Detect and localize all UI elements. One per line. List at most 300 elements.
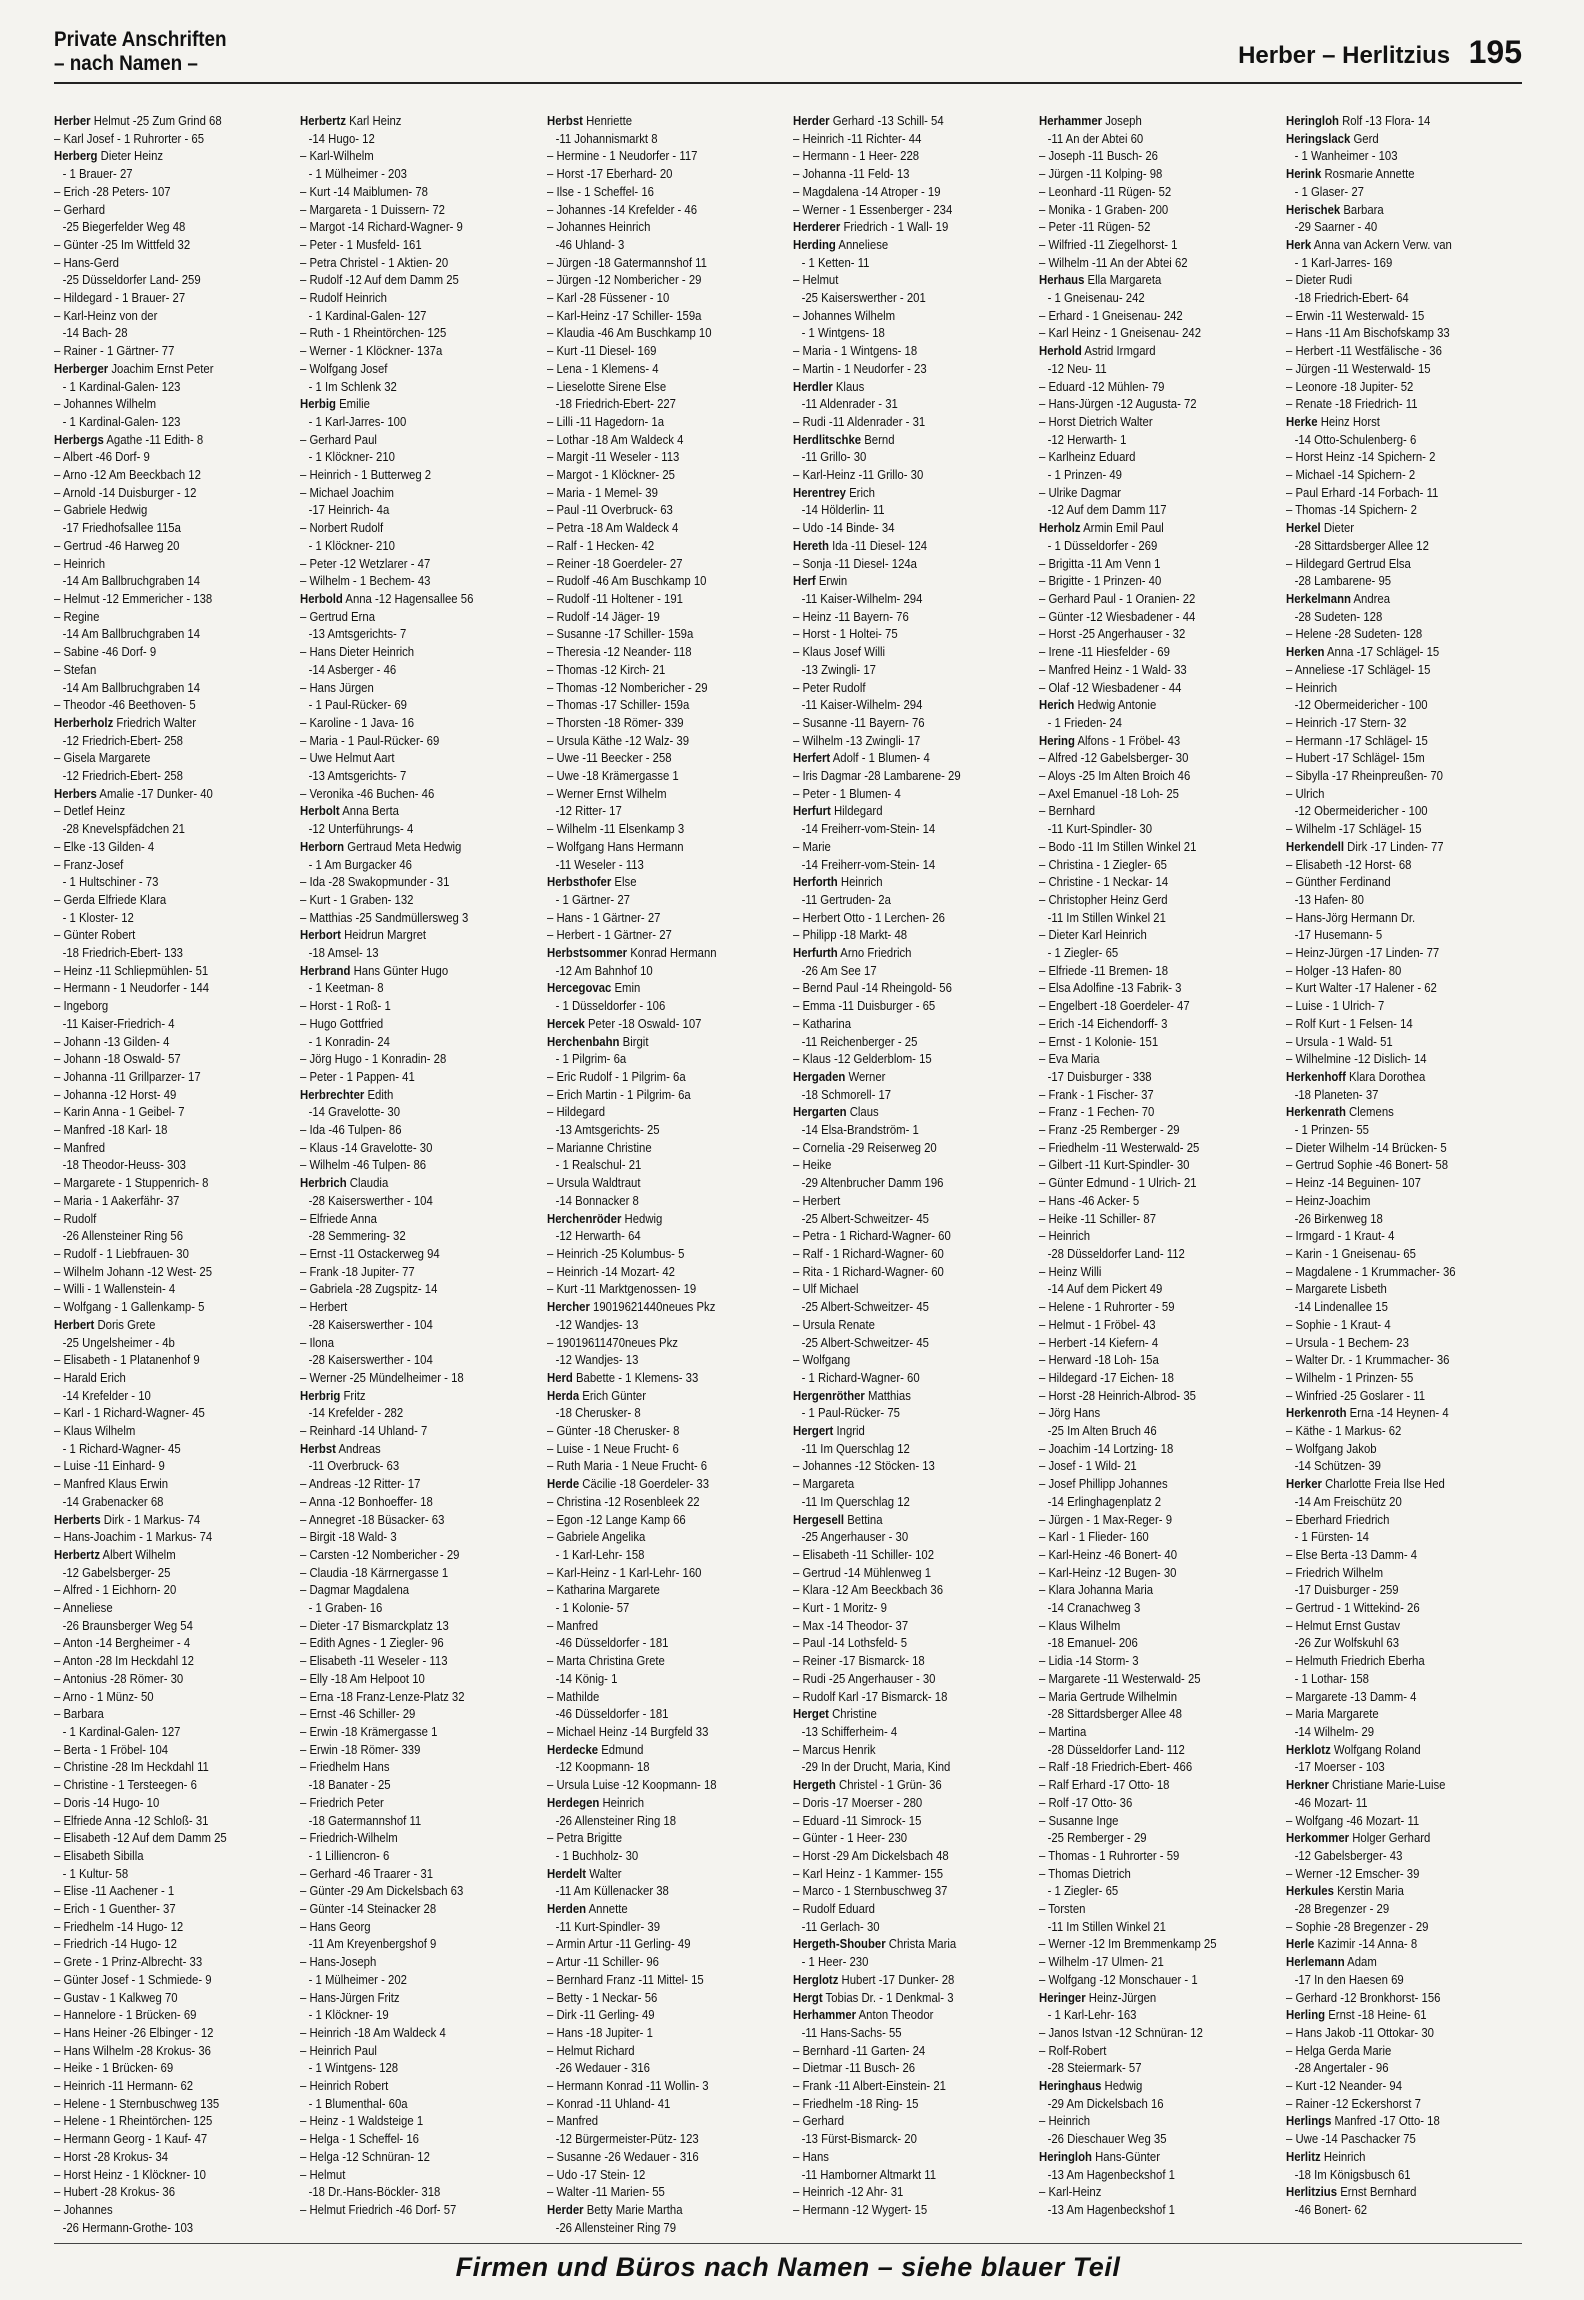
entry-continuation (54, 820, 298, 838)
entry-line (547, 1068, 783, 1086)
surname-entry (793, 873, 1029, 891)
entry-text: Tobias Dr. - 1 Denkmal- 3 (822, 1989, 954, 2005)
surname: Herborn (300, 838, 345, 854)
entry-text: -11 Kurt-Spindler- 39 (555, 1918, 660, 1934)
surname: Herkenhoff (1285, 1068, 1346, 1084)
entry-text: – Rainer -12 Eckershorst 7 (1285, 2095, 1421, 2111)
entry-text: – Maria - 1 Paul-Rücker- 69 (300, 732, 440, 748)
entry-text: Helmut -25 Zum Grind 68 (90, 113, 222, 128)
entry-line (1286, 625, 1522, 643)
entry-text: – Ulrich (1285, 785, 1325, 801)
surname: Herk (1285, 236, 1311, 252)
entry-text: – Helmut (792, 272, 839, 288)
entry-text: - 1 Kardinal-Galen- 127 (62, 1723, 181, 1739)
entry-line (793, 732, 1029, 750)
entry-text: – Margot - 1 Klöckner- 25 (546, 467, 675, 483)
entry-text: Klaus (832, 378, 865, 394)
entry-continuation (54, 165, 298, 183)
entry-line (300, 1156, 536, 1174)
surname-entry (54, 714, 290, 732)
surname: Herbergs (54, 431, 104, 447)
entry-text: – Gertrud Sophie -46 Bonert- 58 (1285, 1157, 1448, 1173)
entry-continuation (1039, 537, 1283, 555)
entry-text: -17 Duisburger - 338 (1047, 1068, 1152, 1084)
entry-text: Gerhard -13 Schill- 54 (829, 113, 944, 128)
entry-text: Heinrich (837, 874, 883, 890)
entry-line (1039, 1174, 1275, 1192)
surname: Hercegovac (546, 980, 611, 996)
entry-continuation (1039, 2166, 1283, 2184)
entry-line (1039, 1847, 1275, 1865)
entry-continuation (1039, 1741, 1283, 1759)
entry-text: Konrad Hermann (626, 945, 717, 961)
entry-text: -14 Krefelder - 282 (308, 1405, 404, 1421)
entry-line (54, 856, 290, 874)
entry-line (300, 2077, 536, 2095)
entry-text: – Klaus Wilhelm (54, 1423, 136, 1439)
entry-line (547, 431, 783, 449)
entry-line (793, 466, 1029, 484)
entry-text: – Dagmar Magdalena (300, 1582, 410, 1598)
entry-text: – Else Berta -13 Damm- 4 (1285, 1546, 1417, 1562)
entry-line (300, 1263, 536, 1281)
surname: Herberger (54, 360, 109, 376)
entry-line (547, 2112, 783, 2130)
entry-text: Walter (585, 1865, 622, 1881)
surname: Herfurth (792, 945, 838, 961)
surname-entry (1286, 519, 1522, 537)
surname: Herding (792, 236, 836, 252)
surname: Herbsthofer (546, 874, 611, 890)
entry-text: – Friedhelm -14 Hugo- 12 (54, 1918, 184, 1934)
entry-text: – Hermine - 1 Neudorfer - 117 (546, 148, 698, 164)
entry-text: – Erwin -11 Westerwald- 15 (1285, 307, 1424, 323)
entry-text: - 1 Prinzen- 49 (1047, 467, 1123, 483)
entry-line (54, 448, 290, 466)
entry-line (547, 218, 783, 236)
entry-continuation (54, 1387, 298, 1405)
entry-text: – Hildegard (546, 1104, 605, 1120)
entry-continuation (547, 1121, 791, 1139)
entry-continuation (300, 1351, 544, 1369)
entry-line (793, 2183, 1029, 2201)
page-header (54, 28, 1522, 84)
entry-text: -11 Hans-Sachs- 55 (801, 2024, 902, 2040)
entry-line (793, 1227, 1029, 1245)
entry-line (1286, 555, 1522, 573)
entry-text: – Herward -18 Loh- 15a (1039, 1352, 1160, 1368)
entry-line (54, 802, 290, 820)
entry-text: -13 Schifferheim- 4 (801, 1723, 898, 1739)
entry-text: – Elke -13 Gilden- 4 (54, 838, 155, 854)
entry-line (1039, 749, 1275, 767)
entry-text: – Brigitta -11 Am Venn 1 (1039, 555, 1161, 571)
entry-text: -25 Albert-Schweitzer- 45 (801, 1210, 929, 1226)
entry-text: Peter -18 Oswald- 107 (584, 1015, 702, 1031)
entry-line (1039, 767, 1275, 785)
entry-line (300, 236, 536, 254)
entry-text: - 1 Realschul- 21 (555, 1157, 641, 1173)
entry-text: – Mathilde (546, 1688, 599, 1704)
entry-line (54, 1758, 290, 1776)
entry-continuation (1039, 2059, 1283, 2077)
entry-text: – Jürgen -11 Kolping- 98 (1039, 166, 1163, 182)
entry-line (300, 1475, 536, 1493)
entry-line (793, 2148, 1029, 2166)
entry-text: – Reiner -18 Goerdeler- 27 (546, 555, 683, 571)
entry-continuation (793, 2024, 1037, 2042)
entry-text: Heinrich (1320, 2148, 1366, 2164)
entry-text: – Kurt - 1 Moritz- 9 (792, 1600, 887, 1616)
surname: Herdlitschke (792, 431, 862, 447)
entry-line (300, 714, 536, 732)
entry-line (793, 1263, 1029, 1281)
surname: Hercek (546, 1015, 585, 1031)
entry-line (1286, 395, 1522, 413)
entry-text: – Annegret -18 Büsacker- 63 (300, 1511, 445, 1527)
entry-line (54, 1528, 290, 1546)
entry-line (1039, 1334, 1275, 1352)
entry-continuation (793, 395, 1037, 413)
entry-line (547, 537, 783, 555)
entry-text: – Christopher Heinz Gerd (1039, 891, 1168, 907)
entry-text: -28 Kaiserswerther - 104 (308, 1192, 434, 1208)
surname: Herberg (54, 148, 98, 164)
entry-text: – Rudolf -14 Jäger- 19 (546, 608, 660, 624)
entry-line (1039, 1652, 1275, 1670)
entry-text: Kerstin Maria (1333, 1883, 1404, 1899)
entry-text: – Klaus Wilhelm (1039, 1617, 1121, 1633)
entry-line (300, 1758, 536, 1776)
entry-line (793, 838, 1029, 856)
entry-line (547, 1457, 783, 1475)
entry-text: – Uwe -18 Krämergasse 1 (546, 768, 679, 784)
entry-text: – Gertrud -14 Mühlenweg 1 (792, 1564, 932, 1580)
entry-text: – Werner Ernst Wilhelm (546, 785, 667, 801)
entry-line (793, 679, 1029, 697)
entry-text: – Christina -12 Rosenbleek 22 (546, 1493, 700, 1509)
entry-line (300, 1334, 536, 1352)
entry-line (300, 1705, 536, 1723)
entry-line (54, 1670, 290, 1688)
entry-continuation (793, 2130, 1037, 2148)
surname: Herbers (54, 785, 97, 801)
entry-continuation (1039, 2095, 1283, 2113)
entry-text: – Karoline - 1 Java- 16 (300, 714, 415, 730)
entry-line (1039, 891, 1275, 909)
entry-line (793, 1581, 1029, 1599)
entry-line (547, 1776, 783, 1794)
entry-text: -12 Gabelsberger- 43 (1294, 1847, 1403, 1863)
entry-line (300, 183, 536, 201)
entry-text: Andreas (336, 1440, 382, 1456)
entry-continuation (793, 1758, 1037, 1776)
entry-text: – Hugo Gottfried (300, 1015, 384, 1031)
entry-text: – Günter -25 Im Wittfeld 32 (54, 236, 191, 252)
entry-line (300, 1546, 536, 1564)
entry-line (793, 1599, 1029, 1617)
entry-text: – Wilhelm -13 Zwingli- 17 (792, 732, 921, 748)
entry-line (54, 1457, 290, 1475)
entry-text: – Herbert Otto - 1 Lerchen- 26 (792, 909, 945, 925)
entry-line (54, 1971, 290, 1989)
entry-text: Else (610, 874, 637, 890)
entry-line (300, 997, 536, 1015)
entry-text: – Jörg Hans (1039, 1405, 1101, 1421)
surname: Herden (546, 1901, 586, 1917)
entry-text: Hedwig (1101, 2078, 1143, 2094)
entry-text: – Helga -12 Schnüran- 12 (300, 2148, 431, 2164)
entry-text: -11 Hamborner Altmarkt 11 (801, 2166, 937, 2182)
entry-text: – Horst Dietrich Walter (1039, 413, 1153, 429)
entry-text: -25 Düsseldorfer Land- 259 (62, 272, 201, 288)
entry-line (793, 271, 1029, 289)
entry-line (1039, 679, 1275, 697)
entry-line (547, 165, 783, 183)
entry-text: – Ursula - 1 Bechem- 23 (1285, 1334, 1409, 1350)
surname: Herbert (54, 1316, 95, 1332)
entry-text: - 1 Brauer- 27 (62, 166, 133, 182)
entry-text: -12 Obermeidericher - 100 (1294, 803, 1428, 819)
surname-entry (547, 1900, 783, 1918)
entry-line (54, 1263, 290, 1281)
entry-continuation (1286, 2166, 1530, 2184)
surname-entry (1039, 342, 1275, 360)
surname-entry (1286, 130, 1522, 148)
entry-line (54, 2095, 290, 2113)
entry-text: – Edith Agnes - 1 Ziegler- 96 (300, 1635, 445, 1651)
entry-text: – Karl Josef - 1 Ruhrorter - 65 (54, 130, 205, 146)
entry-line (793, 1829, 1029, 1847)
surname-entry (793, 1103, 1029, 1121)
surname: Herkommer (1285, 1830, 1349, 1846)
entry-text: – Alfred -12 Gabelsberger- 30 (1039, 750, 1189, 766)
entry-text: - 1 Ziegler- 65 (1047, 1883, 1119, 1899)
entry-text: – Kurt -12 Neander- 94 (1285, 2078, 1402, 2094)
entry-line (547, 1334, 783, 1352)
entry-line (547, 2095, 783, 2113)
entry-text: -18 Theodor-Heuss- 303 (62, 1157, 186, 1173)
entry-text: Doris Grete (94, 1316, 156, 1332)
entry-line (793, 2077, 1029, 2095)
entry-text: Babette - 1 Klemens- 33 (572, 1369, 698, 1385)
entry-text: – Hans Jürgen (300, 679, 375, 695)
entry-text: Joseph (1102, 113, 1143, 128)
entry-text: – Heinrich (1039, 2113, 1091, 2129)
entry-line (547, 679, 783, 697)
entry-line (54, 1210, 290, 1228)
entry-text: – Friedrich Peter (300, 1794, 385, 1810)
column-1 (54, 112, 290, 2236)
entry-text: - 1 Düsseldorfer - 106 (555, 998, 665, 1014)
surname: Hering (1039, 732, 1076, 748)
entry-text: Albert Wilhelm (100, 1546, 176, 1562)
entry-line (1039, 1528, 1275, 1546)
entry-text: – Rudolf Karl -17 Bismarck- 18 (792, 1688, 948, 1704)
surname-entry (547, 1369, 783, 1387)
entry-text: Friedrich - 1 Wall- 19 (840, 219, 949, 235)
entry-line (1039, 1263, 1275, 1281)
entry-line (1286, 1652, 1522, 1670)
entry-line (54, 661, 290, 679)
entry-continuation (1039, 360, 1283, 378)
entry-continuation (1039, 1634, 1283, 1652)
surname-entry (793, 236, 1029, 254)
entry-continuation (793, 2166, 1037, 2184)
entry-line (547, 643, 783, 661)
entry-text: – Sabine -46 Dorf- 9 (54, 644, 157, 660)
entry-line (54, 1581, 290, 1599)
entry-text: – Kurt -11 Marktgenossen- 19 (546, 1281, 696, 1297)
entry-line (547, 413, 783, 431)
entry-text: – Peter - 1 Blumen- 4 (792, 785, 901, 801)
entry-line (793, 1688, 1029, 1706)
entry-text: - 1 Karl-Jarres- 169 (1294, 254, 1392, 270)
entry-text: -11 Am Kreyenbergshof 9 (308, 1936, 437, 1952)
entry-text: – Doris -17 Moerser - 280 (792, 1794, 923, 1810)
entry-continuation (547, 1882, 791, 1900)
column-4 (793, 112, 1029, 2236)
entry-line (54, 484, 290, 502)
entry-continuation (1286, 1634, 1530, 1652)
surname-entry (1286, 413, 1522, 431)
entry-text: Friedrich Walter (113, 714, 197, 730)
entry-text: – Marianne Christine (546, 1139, 652, 1155)
surname: Herbst (546, 113, 583, 128)
entry-text: – Hildegard -17 Eichen- 18 (1039, 1369, 1175, 1385)
entry-continuation (1039, 944, 1283, 962)
entry-line (300, 1280, 536, 1298)
entry-continuation (1286, 926, 1530, 944)
surname-entry (793, 1068, 1029, 1086)
entry-text: Manfred -17 Otto- 18 (1331, 2113, 1440, 2129)
entry-text: Ida -11 Diesel- 124 (828, 537, 928, 553)
surname-entry (1039, 2148, 1275, 2166)
entry-continuation (793, 661, 1037, 679)
entry-continuation (300, 378, 544, 396)
entry-text: Edith (364, 1086, 394, 1102)
entry-text: – Karin - 1 Gneisenau- 65 (1285, 1246, 1416, 1261)
entry-text: -28 Sudeten- 128 (1294, 608, 1382, 624)
entry-text: Hans-Günter (1092, 2148, 1161, 2164)
entry-text: -12 Unterführungs- 4 (308, 821, 414, 837)
entry-continuation (547, 2059, 791, 2077)
entry-text: -12 Herwarth- 1 (1047, 431, 1127, 447)
entry-text: – Heinrich -11 Hermann- 62 (54, 2078, 194, 2094)
entry-text: – Heinrich (1285, 679, 1337, 695)
entry-text: – Jürgen - 1 Max-Reger- 9 (1039, 1511, 1173, 1527)
entry-text: – Erich - 1 Guenther- 37 (54, 1901, 176, 1917)
surname-entry (547, 1015, 783, 1033)
entry-text: – Sophie -28 Bregenzer - 29 (1285, 1918, 1429, 1934)
entry-line (54, 1634, 290, 1652)
entry-text: – Maria Margarete (1285, 1706, 1379, 1722)
entry-text: – Ida -46 Tulpen- 86 (300, 1122, 402, 1138)
surname-entry (1039, 271, 1275, 289)
entry-text: – Norbert Rudolf (300, 520, 384, 536)
entry-continuation (1039, 289, 1283, 307)
entry-text: – Martina (1039, 1723, 1087, 1739)
entry-text: – Kurt Walter -17 Halener - 62 (1285, 980, 1437, 996)
entry-line (1039, 1900, 1275, 1918)
entry-line (1286, 1316, 1522, 1334)
entry-text: – Eduard -11 Simrock- 15 (792, 1812, 922, 1828)
entry-text: – Martin - 1 Neudorfer - 23 (792, 360, 927, 376)
surname-entry (1286, 2183, 1522, 2201)
surname-entry (1286, 1935, 1522, 1953)
surname-entry (547, 944, 783, 962)
entry-text: – Aloys -25 Im Alten Broich 46 (1039, 768, 1191, 784)
entry-text: – Anneliese -17 Schlägel- 15 (1285, 661, 1431, 677)
entry-text: – Gerhard -12 Bronkhorst- 156 (1285, 1989, 1441, 2005)
entry-text: -14 Am Ballbruchgraben 14 (62, 573, 201, 589)
entry-text: – Manfred -18 Karl- 18 (54, 1122, 168, 1138)
entry-line (1286, 1546, 1522, 1564)
entry-text: – Friedrich -14 Hugo- 12 (54, 1936, 177, 1952)
entry-line (1286, 2095, 1522, 2113)
surname: Herkner (1285, 1777, 1329, 1793)
entry-line (1039, 1865, 1275, 1883)
surname: Herken (1285, 644, 1325, 660)
entry-line (793, 1617, 1029, 1635)
surname-entry (547, 2201, 783, 2219)
surname-entry (300, 962, 536, 980)
entry-line (793, 1882, 1029, 1900)
entry-text: -12 Obermeidericher - 100 (1294, 697, 1428, 713)
entry-text: – Uwe -14 Paschacker 75 (1285, 2131, 1416, 2147)
entry-line (793, 2095, 1029, 2113)
entry-text: -14 Hölderlin- 11 (801, 502, 885, 518)
entry-text: – Horst -29 Am Dickelsbach 48 (792, 1847, 949, 1863)
entry-text: – Klaus -12 Gelderblom- 15 (792, 1051, 932, 1067)
entry-line (793, 997, 1029, 1015)
surname: Herle (1285, 1936, 1315, 1952)
entry-text: – Margareta - 1 Duissern- 72 (300, 201, 446, 217)
entry-text: – Paul -11 Overbruck- 63 (546, 502, 673, 518)
entry-continuation (300, 537, 544, 555)
page-range-block (1238, 34, 1522, 71)
entry-text: -26 Dieschauer Weg 35 (1047, 2131, 1167, 2147)
entry-line (1039, 1316, 1275, 1334)
entry-text: – Kurt -14 Maiblumen- 78 (300, 183, 429, 199)
entry-line (793, 1865, 1029, 1883)
entry-line (300, 2112, 536, 2130)
entry-line (54, 236, 290, 254)
entry-text: – Paul -14 Lothsfeld- 5 (792, 1635, 908, 1651)
entry-continuation (54, 519, 298, 537)
entry-line (300, 289, 536, 307)
surname-entry (300, 838, 536, 856)
entry-text: – Herbert -11 Westfälische - 36 (1285, 343, 1442, 359)
entry-continuation (547, 2130, 791, 2148)
entry-text: – Arnold -14 Duisburger - 12 (54, 484, 197, 500)
entry-text: Rolf -13 Flora- 14 (1338, 113, 1430, 128)
entry-text: – Helga Gerda Marie (1285, 2042, 1391, 2058)
entry-text: – Heinrich -18 Am Waldeck 4 (300, 2024, 447, 2040)
entry-text: – Egon -12 Lange Kamp 66 (546, 1511, 686, 1527)
entry-continuation (547, 236, 791, 254)
entry-text: – Theodor -46 Beethoven- 5 (54, 697, 196, 713)
entry-text: – Johann -18 Oswald- 57 (54, 1051, 181, 1067)
entry-text: Gertraud Meta Hedwig (344, 838, 462, 854)
entry-text: – Horst -25 Angerhauser - 32 (1039, 626, 1186, 642)
entry-text: -25 Im Alten Bruch 46 (1047, 1423, 1158, 1439)
entry-line (300, 2166, 536, 2184)
entry-text: – Rita - 1 Richard-Wagner- 60 (792, 1263, 944, 1279)
entry-text: – Birgit -18 Wald- 3 (300, 1529, 397, 1545)
entry-text: – Hans-Jörg Hermann Dr. (1285, 909, 1415, 925)
entry-line (1286, 944, 1522, 962)
